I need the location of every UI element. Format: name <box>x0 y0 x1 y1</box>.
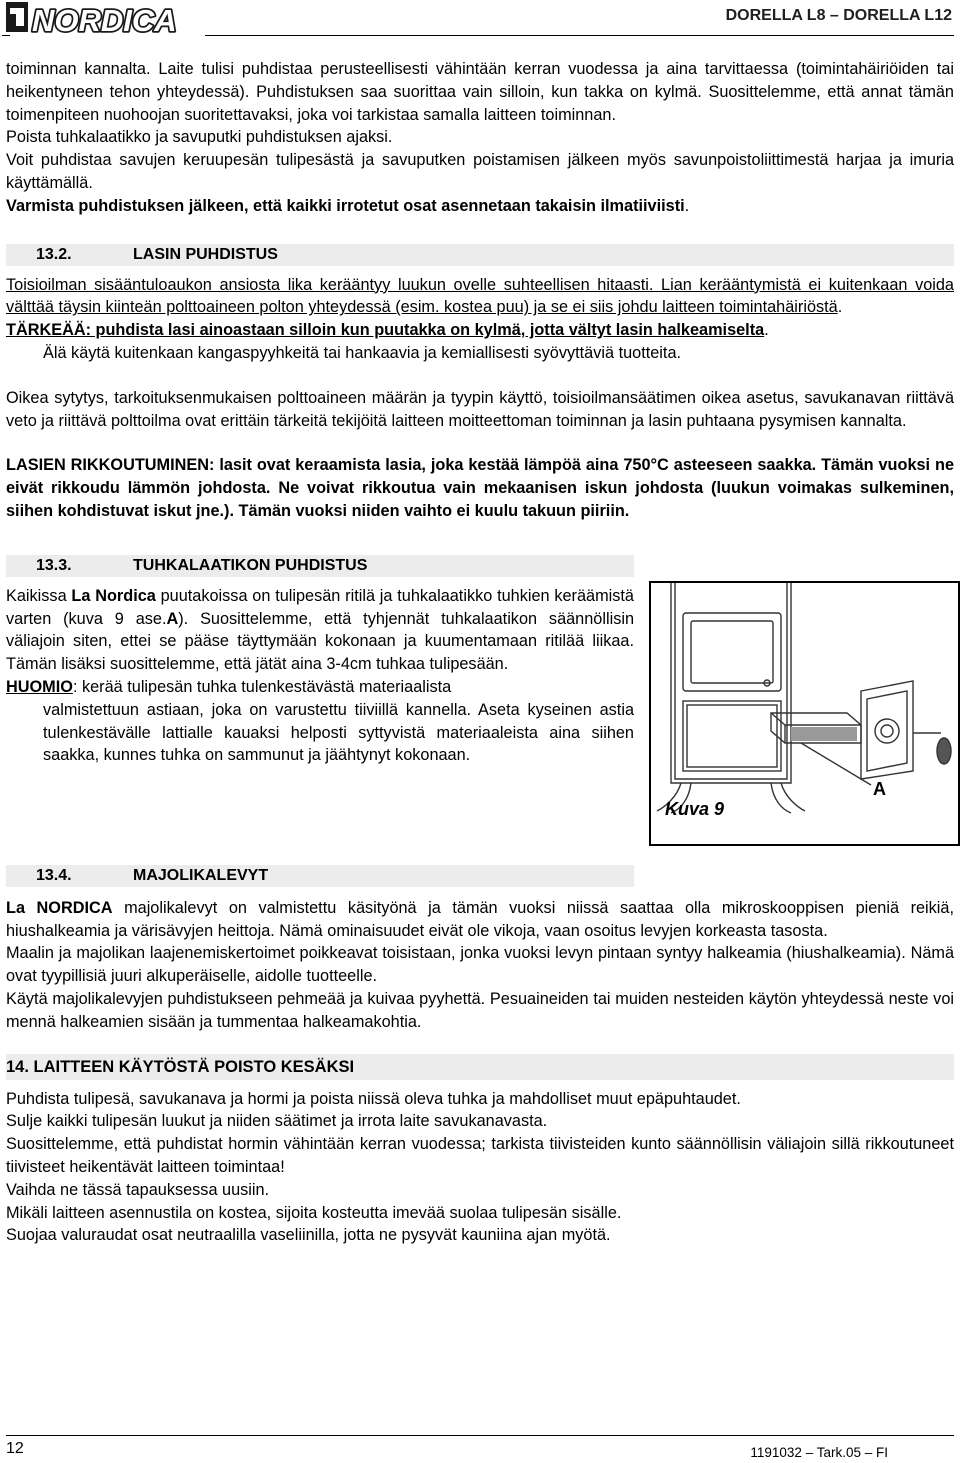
ash-note-continued: valmistettuun astiaan, joka on varustettu tiiviillä kannella. Aseta kyseinen astia tulenkestävälle lattialle kauaksi helposti syttyvistä materiaaleista aina siihen saakka, kunnes tuhka on sammunut ja jäähtynyt kokonaan. <box>43 700 634 765</box>
section-heading-13-4 <box>6 865 634 887</box>
majolica-paragraph: Käytä majolikalevyjen puhdistukseen pehmeää ja kuivaa pyyhettä. Pesuaineiden tai muiden nesteiden käytön yhteydessä neste voi mennä halkeamien sisään ja tummentaa halkeamakohtia. <box>6 989 954 1031</box>
section-title: MAJOLIKALEVYT <box>133 866 269 884</box>
brand-name: La Nordica <box>71 586 156 605</box>
glass-paragraph: Oikea sytytys, tarkoituksenmukaisen polttoaineen määrän ja tyypin käyttö, toisioilmansäätimen oikea asetus, savukanavan riittävä veto ja riittävä polttoilma ovat erittäin tärkeitä tekijöitä laitteen moitteettoman toiminnan ja lasin puhtaana pysymisen kannalta. <box>6 388 954 430</box>
ash-text <box>6 585 634 767</box>
page-content <box>6 58 954 1247</box>
majolica-paragraph: La NORDICA majolikalevyt on valmistettu käsityönä ja tämän vuoksi niissä saattaa olla mikroskooppisen pieniä reikiä, hiushalkeamia ja värisävyjen heittoja. Nämä ominaisuudet eivät ole vikoja, vaan osoitus levyjen korkeasta tasosta. <box>6 898 954 940</box>
la-nordica-logo <box>6 0 202 36</box>
summer-line: Vaihda ne tässä tapauksessa uusiin. <box>6 1180 270 1199</box>
summer-line: Sulje kaikki tulipesän luukut ja niiden säätimet ja irrota laite savukanavasta. <box>6 1112 548 1131</box>
svg-text:NORDICA: NORDICA <box>32 3 177 36</box>
warning-label: TÄRKEÄÄ <box>6 321 86 340</box>
section-number: 13.4. <box>36 866 72 884</box>
section-heading-14 <box>6 1054 954 1080</box>
intro-important: Varmista puhdistuksen jälkeen, että kaikki irrotetut osat asennetaan takaisin ilmatiiviisti. <box>6 196 690 215</box>
section-title: LASIN PUHDISTUS <box>133 245 278 263</box>
brand-name: La NORDICA <box>6 898 113 917</box>
note-label: HUOMIO <box>6 677 73 696</box>
glass-caution: Älä käytä kuitenkaan kangaspyyhkeitä tai hankaavia ja kemiallisesti syövyttäviä tuotteita. <box>43 343 682 362</box>
figure-9-stove <box>649 581 960 846</box>
intro-paragraph: Poista tuhkalaatikko ja savuputki puhdistuksen ajaksi. <box>6 128 393 147</box>
header-rule-left <box>2 35 10 36</box>
ash-paragraph: Kaikissa La Nordica puutakoissa on tulipesän ritilä ja tuhkalaatikko tuhkien keräämistä varten (kuva 9 ase.A). Suosittelemme, että tyhjennät tuhkalaatikon säännöllisin väliajoin siten, ettei se pääse täyttymään kokonaan ja kuumentamaan ritilää liikaa. Tämän lisäksi suosittelemme, että jätät aina 3-4cm tuhkaa tulipesään. <box>6 586 635 674</box>
intro-paragraph: Voit puhdistaa savujen keruupesän tulipesästä ja savuputken poistamisen jälkeen myös savunpoistoliittimestä harjaa ja imuria käyttämällä. <box>6 151 954 192</box>
section-number: 13.3. <box>36 556 72 574</box>
figure-label-a: A <box>873 778 886 799</box>
glass-paragraph: Toisioilman sisääntuloaukon ansiosta lika kerääntyy luukun ovelle suhteellisen hitaasti. Lian kerääntymistä ei kuitenkaan voida välttää täysin kiinteän polttoaineen polton yhteydessä (esim. kostea puu) ja se ei siis johdu laitteen toimintahäiriöstä. <box>6 275 954 317</box>
summer-line: Puhdista tulipesä, savukanava ja hormi ja poista niissä oleva tuhka ja mahdolliset muut epäpuhtaudet. <box>6 1089 741 1108</box>
intro-paragraph: toiminnan kannalta. Laite tulisi puhdistaa perusteellisesti vähintään kerran vuodessa ja aina tarvittaessa (toimintahäiriöiden tai heikentyneen tehon yhteydessä). Puhdistuksen saa suorittaa vain silloin, kun takka on kylmä. Suosittelemme, että annat tämän toimenpiteen nuohoojan suoritettavaksi, joka voi tarkistaa samalla laitteen toiminnan. <box>6 60 954 124</box>
glass-breakage: LASIEN RIKKOUTUMINEN: lasit ovat keraamista lasia, joka kestää lämpöä aina 750°C asteeseen saakka. Tämän vuoksi ne eivät rikkoudu lämmön johdosta. Ne voivat rikkoutua vain mekaanisen iskun johdosta (luukun voimakas sulkeminen, siihen kohdistuvat iskut jne.). Tämän vuoksi niiden vaihto ei kuulu takuun piiriin. <box>6 456 954 520</box>
header-rule <box>205 35 954 36</box>
figure-caption: Kuva 9 <box>665 798 725 819</box>
glass-warning: TÄRKEÄÄ: puhdista lasi ainoastaan silloin kun puutakka on kylmä, jotta vältyt lasin halkeamiselta. <box>6 321 769 340</box>
figure-ref: A <box>166 609 179 628</box>
section-heading-13-2 <box>6 244 954 266</box>
ash-section <box>6 585 954 851</box>
section-number: 13.2. <box>36 245 72 263</box>
footer-rule <box>6 1435 954 1436</box>
section-heading-13-3 <box>6 555 634 577</box>
document-title: DORELLA L8 – DORELLA L12 <box>725 7 952 24</box>
summer-line: Mikäli laitteen asennustila on kostea, sijoita kosteutta imevää suolaa tulipesän sisälle. <box>6 1203 622 1222</box>
important-text: Varmista puhdistuksen jälkeen, että kaikki irrotetut osat asennetaan takaisin ilmatiiviisti <box>6 196 685 215</box>
page-number: 12 <box>6 1440 24 1457</box>
summer-line: Suojaa valuraudat osat neutraalilla vaseliinilla, jotta ne pysyvät kauniina ajan myötä. <box>6 1226 611 1245</box>
page-header <box>0 0 960 40</box>
majolica-paragraph: Maalin ja majolikan laajenemiskertoimet poikkeavat toisistaan, jonka vuoksi levyn pintaan syntyy halkeamia (hiushalkeamia). Nämä ovat tyypillisiä juuri alkuperäiselle, aidolle tuotteelle. <box>6 944 954 986</box>
ash-note: HUOMIO: kerää tulipesän tuhka tulenkestävästä materiaalista <box>6 677 452 696</box>
section-title: 14. LAITTEEN KÄYTÖSTÄ POISTO KESÄKSI <box>6 1057 355 1076</box>
summer-line: Suosittelemme, että puhdistat hormin vähintään kerran vuodessa; tarkista tiivisteiden kunto säännöllisin väliajoin sillä rikkoutuneet tiivisteet heikentävät laitteen toimintaa! <box>6 1135 954 1176</box>
section-title: TUHKALAATIKON PUHDISTUS <box>133 556 368 574</box>
document-reference: 1191032 – Tark.05 – FI <box>750 1445 888 1460</box>
